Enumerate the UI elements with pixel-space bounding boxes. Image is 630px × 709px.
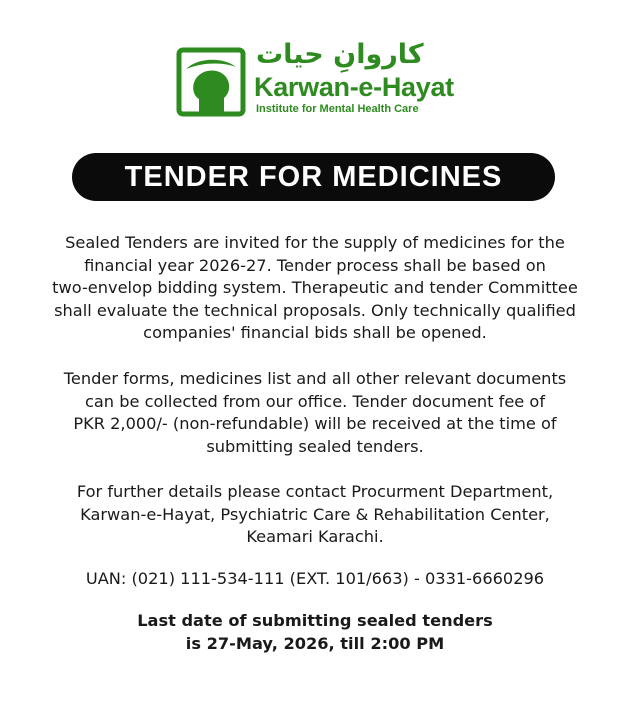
text-line: Keamari Karachi. <box>246 527 384 546</box>
uan-contact <box>20 568 610 591</box>
logo-subtitle: Institute for Mental Health Care <box>256 103 419 115</box>
text-line: financial year 2026-27. Tender process shall be based on <box>84 255 546 275</box>
text-line: shall evaluate the technical proposals. Only technically qualified <box>54 300 576 320</box>
text-line: PKR 2,000/- (non-refundable) will be received at the time of <box>73 414 557 433</box>
paragraph-contact <box>20 481 610 549</box>
text-line: Karwan-e-Hayat, Psychiatric Care & Rehabilitation Center, <box>80 504 550 524</box>
uan-line: UAN: (021) 111-534-111 (EXT. 101/663) - 0331-6660296 <box>85 569 545 588</box>
tender-title-banner: TENDER FOR MEDICINES <box>72 153 555 201</box>
head-emblem-icon <box>176 47 246 117</box>
paragraph-invitation <box>20 232 610 345</box>
text-line: two-envelop bidding system. Therapeutic and tender Committee <box>52 278 578 297</box>
deadline-notice <box>20 610 610 655</box>
text-line: submitting sealed tenders. <box>206 436 424 456</box>
logo-name: Karwan-e-Hayat <box>254 72 454 102</box>
logo-urdu-text: کاروانِ حیات <box>256 39 424 70</box>
text-line: can be collected from our office. Tender document fee of <box>84 391 546 411</box>
text-line: For further details please contact Procurment Department, <box>76 482 554 501</box>
deadline-line: is 27-May, 2026, till 2:00 PM <box>185 633 445 653</box>
text-line: companies' financial bids shall be opened. <box>143 323 487 342</box>
paragraph-documents <box>20 368 610 458</box>
text-line: Tender forms, medicines list and all other relevant documents <box>63 369 567 388</box>
organization-logo <box>176 39 466 122</box>
deadline-line: Last date of submitting sealed tenders <box>137 611 493 630</box>
text-line: Sealed Tenders are invited for the supply of medicines for the <box>65 233 565 252</box>
